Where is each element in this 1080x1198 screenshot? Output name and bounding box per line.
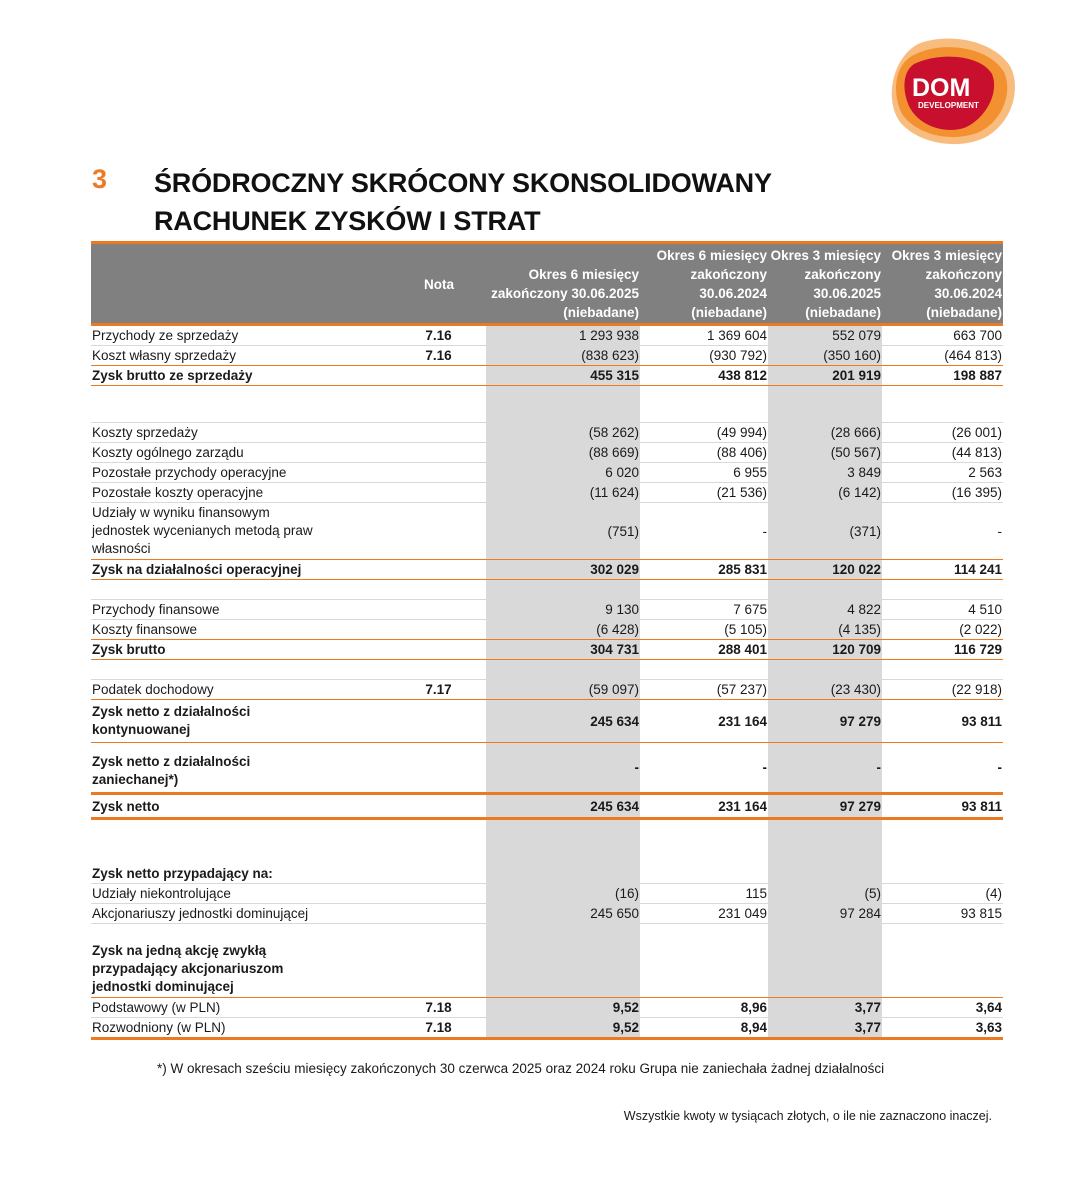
table-row-zysk-zaniechanej: Zysk netto z działalności zaniechanej*) - - - -	[91, 743, 1003, 794]
table-row-zysk-kontynuowanej: Zysk netto z działalności kontynuowanej 245 634 231 164 97 279 93 811	[91, 700, 1003, 743]
table-row-zysk-brutto: Zysk brutto 304 731 288 401 120 709 116 729	[91, 640, 1003, 660]
table-row-koszty-zarzadu: Koszty ogólnego zarządu (88 669) (88 406) (50 567) (44 813)	[91, 443, 1003, 463]
svg-text:DEVELOPMENT: DEVELOPMENT	[918, 101, 979, 110]
column-header-3m-2025: Okres 3 miesięcy zakończony 30.06.2025 (niebadane)	[768, 244, 882, 323]
column-header-6m-2025: Okres 6 miesięcy zakończony 30.06.2025 (niebadane)	[486, 244, 640, 323]
table-row-przychody-fin: Przychody finansowe 9 130 7 675 4 822 4 510	[91, 600, 1003, 620]
spacer-row	[91, 660, 1003, 680]
section-number: 3	[92, 164, 108, 194]
table-row-koszty-sprzedazy: Koszty sprzedaży (58 262) (49 994) (28 666) (26 001)	[91, 423, 1003, 443]
table-header-row	[91, 244, 1003, 323]
table-row-zysk-brutto-sprzedazy: Zysk brutto ze sprzedaży 455 315 438 812 201 919 198 887	[91, 366, 1003, 386]
table-row-udzialy-wynik: Udziały w wyniku finansowym jednostek wycenianych metodą praw własności (751) - (371) -	[91, 503, 1003, 560]
spacer-row	[91, 580, 1003, 600]
title-line-2: RACHUNEK ZYSKÓW I STRAT	[154, 206, 541, 236]
table-row-koszty-fin: Koszty finansowe (6 428) (5 105) (4 135) (2 022)	[91, 620, 1003, 640]
column-header-3m-2024: Okres 3 miesięcy zakończony 30.06.2024 (niebadane)	[882, 244, 1003, 323]
table-row-przypadajacy-header: Zysk netto przypadający na:	[91, 864, 1003, 884]
table-row-podatek: Podatek dochodowy 7.17 (59 097) (57 237) (23 430) (22 918)	[91, 680, 1003, 700]
table-row-pozostale-przychody: Pozostałe przychody operacyjne 6 020 6 955 3 849 2 563	[91, 463, 1003, 483]
table-row-zysk-operacyjny: Zysk na działalności operacyjnej 302 029 285 831 120 022 114 241	[91, 560, 1003, 580]
column-header-6m-2024: Okres 6 miesięcy zakończony 30.06.2024 (niebadane)	[640, 244, 768, 323]
logo-blob-icon	[888, 36, 1018, 146]
table-row-koszt-wlasny: Koszt własny sprzedaży 7.16 (838 623) (930 792) (350 160) (464 813)	[91, 346, 1003, 366]
footnote: *) W okresach sześciu miesięcy zakończonych 30 czerwca 2025 oraz 2024 roku Grupa nie zaniechała żadnej działalności	[157, 1061, 885, 1076]
svg-text:DOM: DOM	[912, 74, 971, 102]
table-row-podstawowy: Podstawowy (w PLN) 7.18 9,52 8,96 3,77 3,64	[91, 998, 1003, 1018]
table-row-eps-header: Zysk na jedną akcję zwykłą przypadający akcjonariuszom jednostki dominującej	[91, 924, 1003, 998]
table-row-niekontrolujace: Udziały niekontrolujące (16) 115 (5) (4)	[91, 884, 1003, 904]
dom-development-logo	[888, 36, 1018, 146]
table-row-akcjonariusze: Akcjonariuszy jednostki dominującej 245 650 231 049 97 284 93 815	[91, 904, 1003, 924]
table-row-rozwodniony: Rozwodniony (w PLN) 7.18 9,52 8,94 3,77 3,63	[91, 1018, 1003, 1039]
column-header-label	[91, 244, 391, 323]
income-statement-table	[91, 241, 1003, 1040]
table-row-pozostale-koszty: Pozostałe koszty operacyjne (11 624) (21 536) (6 142) (16 395)	[91, 483, 1003, 503]
column-header-nota: Nota	[391, 244, 486, 323]
title-line-1: ŚRÓDROCZNY SKRÓCONY SKONSOLIDOWANY	[154, 168, 772, 198]
table-row-przychody: Przychody ze sprzedaży 7.16 1 293 938 1 369 604 552 079 663 700	[91, 326, 1003, 346]
table-row-zysk-netto: Zysk netto 245 634 231 164 97 279 93 811	[91, 794, 1003, 819]
units-note: Wszystkie kwoty w tysiącach złotych, o ile nie zaznaczono inaczej.	[623, 1109, 992, 1123]
spacer-row	[91, 386, 1003, 423]
page-title	[154, 164, 874, 240]
spacer-row	[91, 819, 1003, 865]
